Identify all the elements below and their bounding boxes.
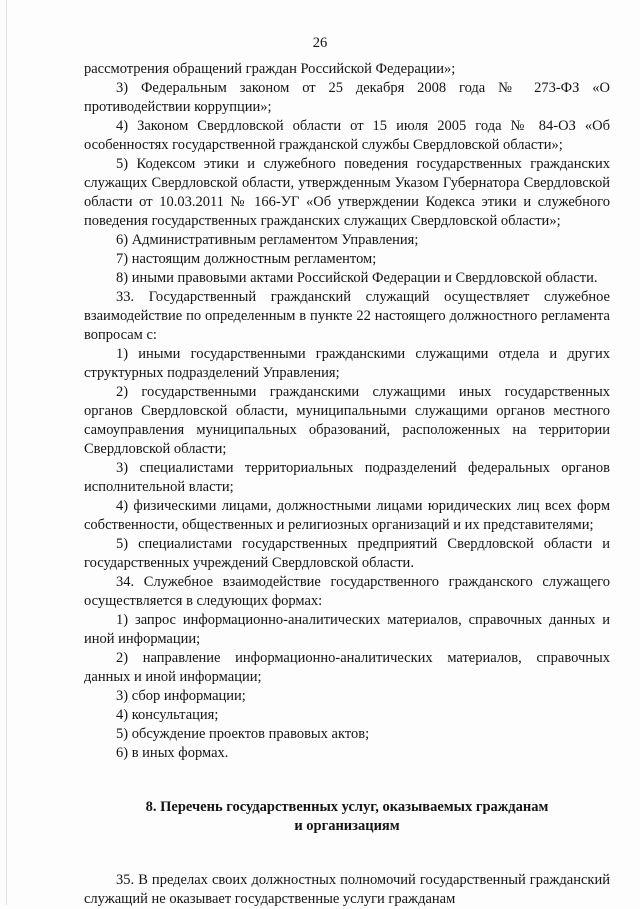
section-heading-line-2: и организациям bbox=[294, 818, 400, 834]
paragraph: 4) физическими лицами, должностными лицами юридических лиц всех форм собственности, общественных и религиозных организаций и их представителями; bbox=[84, 498, 610, 533]
paragraph: 3) Федеральным законом от 25 декабря 2008 года № 273-ФЗ «О противодействии коррупции»; bbox=[84, 80, 610, 115]
paragraph-35: 35. В пределах своих должностных полномочий государственный гражданский служащий не оказывает государственные услуги гражданам bbox=[84, 872, 610, 907]
paragraph: 1) запрос информационно-аналитических материалов, справочных данных и иной информации; bbox=[84, 612, 610, 647]
paragraph: 3) сбор информации; bbox=[116, 688, 246, 704]
paragraph: 5) обсуждение проектов правовых актов; bbox=[116, 726, 370, 742]
paragraph: 4) Законом Свердловской области от 15 июля 2005 года № 84-ОЗ «Об особенностях государственной гражданской службы Свердловской области»; bbox=[84, 118, 610, 153]
paragraph: 2) государственными гражданскими служащими иных государственных органов Свердловской области, муниципальными служащими органов местного самоуправления муниципальных образований, расположенных на территории Свердловской области; bbox=[84, 384, 610, 457]
paragraph: 34. Служебное взаимодействие государственного гражданского служащего осуществляется в следующих формах: bbox=[84, 574, 610, 609]
document-body bbox=[84, 60, 610, 909]
paragraph: 4) консультация; bbox=[116, 707, 219, 723]
paragraph-list bbox=[84, 60, 610, 763]
paragraph: 6) в иных формах. bbox=[116, 745, 229, 761]
section-heading bbox=[84, 798, 610, 836]
paragraph: 5) Кодексом этики и служебного поведения государственных гражданских служащих Свердловской области, утвержденным Указом Губернатора Свердловской области от 10.03.2011 № 166-УГ «Об утверждении Кодекса этики и служебного поведения государственных гражданских служащих Свердловской области»; bbox=[84, 156, 610, 229]
page-number: 26 bbox=[312, 35, 328, 51]
section-heading-line-1: 8. Перечень государственных услуг, оказываемых гражданам bbox=[145, 799, 549, 815]
paragraph: 5) специалистами государственных предприятий Свердловской области и государственных учреждений Свердловской области. bbox=[84, 536, 610, 571]
paragraph: 2) направление информационно-аналитических материалов, справочных данных и иной информации; bbox=[84, 650, 610, 685]
scan-edge-line bbox=[6, 0, 7, 905]
paragraph: 6) Административным регламентом Управления; bbox=[116, 232, 419, 248]
paragraph: 1) иными государственными гражданскими служащими отдела и других структурных подразделений Управления; bbox=[84, 346, 610, 381]
paragraph: 3) специалистами территориальных подразделений федеральных органов исполнительной власти; bbox=[84, 460, 610, 495]
paragraph: 33. Государственный гражданский служащий осуществляет служебное взаимодействие по определенным в пункте 22 настоящего должностного регламента вопросам с: bbox=[84, 289, 610, 343]
paragraph: рассмотрения обращений граждан Российской Федерации»; bbox=[84, 61, 456, 77]
paragraph: 7) настоящим должностным регламентом; bbox=[116, 251, 377, 267]
paragraph: 8) иными правовыми актами Российской Федерации и Свердловской области. bbox=[116, 270, 598, 286]
